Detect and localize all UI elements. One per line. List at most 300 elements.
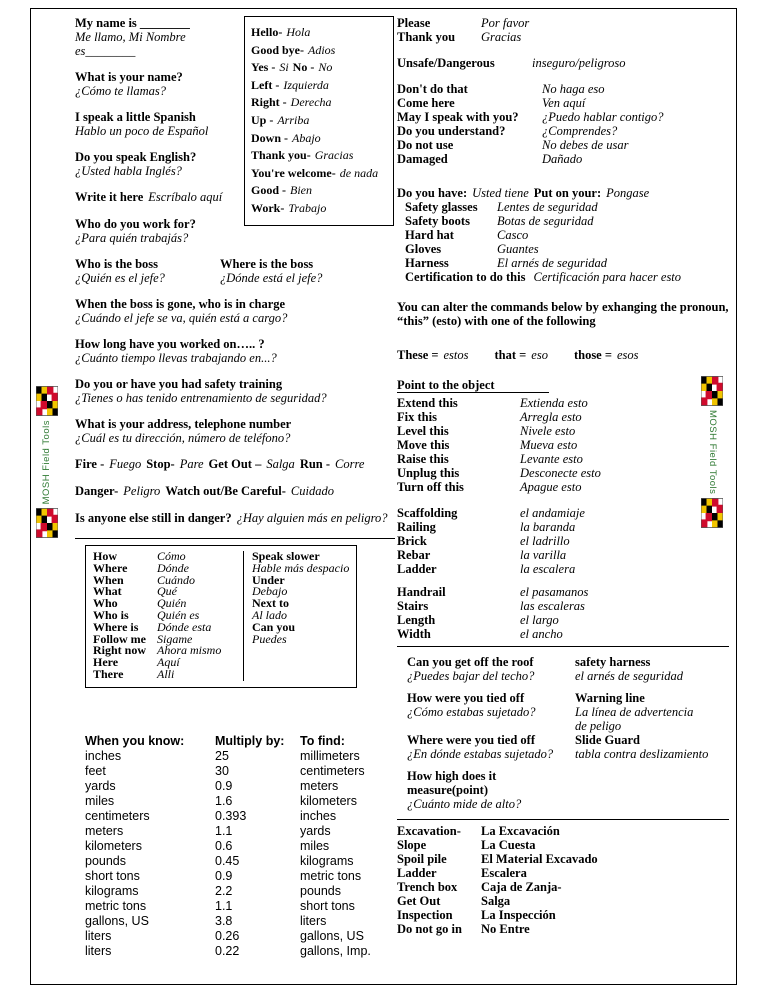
phrase-english: Gloves [405,242,442,256]
phrase-english: How long have you worked on….. ? [75,337,265,351]
word-spanish: Aquí [157,655,180,670]
phrase-spanish: Certificación para hacer esto [533,270,682,284]
phrase-row [405,242,729,256]
phrase-segment: Good - [251,183,287,198]
phrase-spanish: La Inspección [481,908,556,922]
table-row [85,764,395,779]
phrase-spanish: ¿Quién es el jefe? [75,271,165,285]
word-spanish: Sigame [157,631,193,646]
phrase-row [397,838,729,852]
phrase-english: Do you understand? [397,124,506,138]
phrase-english: Inspection [397,908,453,922]
phrase-segment: Down - [251,130,289,145]
phrase-row [397,599,729,613]
phrase-english: I speak a little Spanish [75,110,196,124]
phrase-row [397,438,729,452]
phrase-row [397,110,729,124]
materials-list-2 [397,585,729,641]
table-row [85,749,395,764]
emergency-phrases [75,457,395,525]
phrase-english: Safety glasses [405,200,478,214]
cell-to-find: yards [300,823,331,838]
word-spanish: Qué [157,584,177,599]
cell-to-find: gallons, Imp. [300,943,371,958]
phrase-left: How high does it measure(point) [407,769,497,797]
cell-multiply-by: 0.9 [215,778,233,793]
phrase-spanish: el ancho [520,627,563,641]
phrase-segment: Stop- [146,457,175,471]
phrase-english: Spoil pile [397,852,447,866]
phrase-spanish: la varilla [520,548,567,562]
phrase-spanish: La Cuesta [481,838,536,852]
phrase-row [405,200,729,214]
cell-when-you-know: gallons, US [85,913,149,928]
demonstratives-line [397,348,729,362]
phrase-row [397,466,729,480]
phrase-english: Excavation- [397,824,461,838]
cell-multiply-by: 0.9 [215,868,233,883]
table-row [85,794,395,809]
command-phrases [397,82,729,166]
phrase-segment: Usted tiene [472,186,529,200]
phrase-segment: Work- [251,200,285,215]
phrase-pair [75,70,243,98]
phrase-segment: Run - [299,457,331,471]
cell-multiply-by: 0.26 [215,928,240,943]
phrase-row [407,719,729,733]
table-row [85,824,395,839]
phrase-segment: estos [443,348,469,362]
question-words-box [85,545,357,688]
phrase-english: Do you or have you had safety training [75,377,283,391]
extra-phrase: Can you [252,619,296,634]
phrase-english: May I speak with you? [397,110,519,124]
phrase-spanish: ¿Cómo te llamas? [75,84,166,98]
phrase-row [407,733,729,747]
phrase-line [75,511,395,525]
phrase-row [397,56,729,70]
phrase-row [397,480,729,494]
phrase-english: Extend this [397,396,458,410]
phrase-right: el arnés de seguridad [575,669,683,683]
phrase-segment: eso [531,348,548,362]
phrase-segment: Put on your: [533,186,602,200]
phrase-english: Don't do that [397,82,468,96]
phrase-english: Width [397,627,431,641]
phrase-english: Do you speak English? [75,150,197,164]
phrase-row [397,96,729,110]
phrase-row [397,894,729,908]
phrase-spanish: Botas de seguridad [497,214,594,228]
cell-multiply-by: 0.6 [215,838,233,853]
phrase-english: When the boss is gone, who is in charge [75,297,286,311]
table-row [85,899,395,914]
phrase-segment: Hello- [251,25,283,39]
phrase-spanish: Dañado [542,152,583,166]
intro-phrases [75,16,243,178]
phrase-right: safety harness [575,655,651,669]
phrase-english: Come here [397,96,455,110]
phrase-row [397,506,729,520]
phrase-row [397,424,729,438]
phrase-row [405,228,729,242]
unsafe-phrase [397,56,729,70]
cell-when-you-know: pounds [85,853,127,868]
phrase-spanish: No Entre [481,922,530,936]
phrase-spanish: el andamiaje [520,506,585,520]
phrase-english: Level this [397,424,449,438]
phrase-segment: Do you have: [397,186,468,200]
phrase-english: Unsafe/Dangerous [397,56,495,70]
phrase-row [397,138,729,152]
phrase-spanish: Escalera [481,866,527,880]
maryland-flag-icon [36,386,58,416]
phrase-english: Turn off this [397,480,464,494]
phrase-spanish: Ven aquí [542,96,586,110]
phrase-spanish: El arnés de seguridad [497,256,608,270]
cell-multiply-by: 3.8 [215,913,233,928]
excavation-terms [397,824,729,936]
ppe-section [397,186,729,284]
divider [397,819,729,820]
cell-to-find: miles [300,838,330,853]
roof-group [407,769,729,811]
question-words [93,551,243,681]
phrase-english: Scaffolding [397,506,458,520]
polite-phrases [397,16,729,44]
cell-when-you-know: metric tons [85,898,147,913]
phrase-spanish: Gracias [481,30,522,44]
phrase-row [397,534,729,548]
word-english: Here [93,655,119,670]
phrase-spanish: ¿Comprendes? [542,124,618,138]
phrase-english: Trench box [397,880,458,894]
extra-phrase: Puedes [252,631,287,646]
divider [397,646,729,647]
table-body [85,749,395,959]
word-spanish: Ahora mismo [157,643,222,658]
cell-to-find: pounds [300,883,342,898]
phrase-row [407,669,729,683]
phrase-segment: Cuidado [290,484,334,498]
phrase-segment: Corre [335,457,365,471]
phrase-segment: Hola [286,25,311,39]
phrase-pair [75,417,395,445]
phrase-segment: Fuego [109,457,142,471]
phrase-english: Do not go in [397,922,462,936]
phrase-row [407,797,729,811]
phrase-left: ¿Cómo estabas sujetado? [407,705,536,719]
phrase-row [397,124,729,138]
cell-multiply-by: 0.45 [215,853,240,868]
table-row [85,914,395,929]
roof-group [407,691,729,761]
materials-list [397,506,729,576]
phrase-right: Warning line [575,691,645,705]
phrase-english: What is your name? [75,70,183,84]
phrase-row [397,866,729,880]
phrase-english: Railing [397,520,436,534]
phrase-right: de peligo [575,719,622,733]
left-column [75,16,395,959]
cell-to-find: metric tons [300,868,362,883]
point-to-object-header: Point to the object [397,378,549,393]
phrase-spanish: Desconecte esto [520,466,601,480]
table-row [85,869,395,884]
roof-section [397,651,729,816]
phrase-row [407,655,729,669]
phrase-left: ¿En dónde estabas sujetado? [407,747,554,761]
word-spanish: Quién es [157,607,200,622]
mosh-field-tools-label: MOSH Field Tools [41,420,52,505]
cell-when-you-know: yards [85,778,116,793]
phrase-segment: Derecha [290,95,332,110]
word-english: When [93,572,124,587]
phrase-english: Where is the boss [220,257,314,271]
phrase-english: Brick [397,534,427,548]
word-pair [93,666,243,681]
phrase-segment: Left - [251,77,280,92]
word-english: There [93,666,124,681]
header-when-you-know: When you know: [85,733,185,748]
phrase-line [75,484,395,498]
phrase-segment: Izquierda [283,77,329,92]
write-it-here-line [75,190,243,204]
table-row [85,944,395,959]
cell-multiply-by: 1.1 [215,898,233,913]
phrase-row [397,613,729,627]
cell-when-you-know: feet [85,763,106,778]
word-english: How [93,549,117,563]
phrase-english: Harness [405,256,449,270]
phrase-segment: Gracias [314,148,354,163]
phrase-spanish: el largo [520,613,559,627]
phrase-english: Ladder [397,866,437,880]
cell-when-you-know: kilograms [85,883,139,898]
phrase-segment: Trabajo [288,200,327,215]
phrase-english: Length [397,613,436,627]
phrase-pair [75,16,243,58]
cell-multiply-by: 30 [215,763,229,778]
phrase-spanish: Por favor [481,16,530,30]
table-row [85,854,395,869]
phrase-segment: Si [279,60,289,75]
phrase-english: Do not use [397,138,454,152]
phrase-segment: These = [397,348,439,362]
phrase-row [407,747,729,761]
cell-when-you-know: inches [85,748,122,763]
phrase-english: Ladder [397,562,437,576]
cell-to-find: short tons [300,898,355,913]
phrase-row [397,824,729,838]
word-english: Right now [93,643,147,658]
table-row [85,929,395,944]
word-spanish: Cómo [157,549,186,563]
phrase-spanish: ¿Cuándo el jefe se va, quién está a cargo? [75,311,288,325]
phrase-english: Who do you work for? [75,217,196,231]
phrase-spanish: ¿Cuánto tiempo llevas trabajando en...? [75,351,277,365]
phrase-pair [75,297,395,325]
word-english: Follow me [93,631,146,646]
extra-phrases [243,551,356,681]
more-phrases [75,297,395,445]
phrase-segment: No - [292,60,315,75]
header-multiply-by: Multiply by: [215,733,285,748]
extra-phrase: Next to [252,596,289,611]
pronoun-note: You can alter the commands below by exhanging the pronoun, “this” (esto) with one of the following [397,300,729,328]
phrase-left: How were you tied off [407,691,525,705]
phrase-segment: Get Out – [208,457,262,471]
certification-row [405,270,729,284]
phrase-row [397,452,729,466]
phrase-segment: Pongase [606,186,650,200]
phrase-segment: Abajo [292,130,321,145]
extra-phrase: Debajo [252,584,288,599]
phrase-spanish: Guantes [497,242,539,256]
table-row [85,884,395,899]
phrase-segment: Fire - [75,457,105,471]
phrase-spanish: el pasamanos [520,585,589,599]
phrase-spanish: ¿Tienes o has tenido entrenamiento de seguridad? [75,391,327,405]
word-spanish: Cuándo [157,572,196,587]
cell-to-find: millimeters [300,748,360,763]
word-english: Who [93,596,118,611]
ppe-header-line [397,186,729,200]
phrase-row [397,585,729,599]
phrase-spanish: Me llamo, Mi Nombre es________ [75,30,186,58]
cell-when-you-know: kilometers [85,838,142,853]
word-english: What [93,584,122,599]
ppe-items [405,200,729,270]
phrase-row [397,562,729,576]
cell-multiply-by: 1.1 [215,823,233,838]
phrase-pair [75,337,395,365]
phrase-pair [75,150,243,178]
phrase-row [397,152,729,166]
phrase-left: ¿Cuánto mide de alto? [407,797,522,811]
phrase-left: Where were you tied off [407,733,535,747]
phrase-left: Can you get off the roof [407,655,534,669]
cell-when-you-know: centimeters [85,808,150,823]
phrase-segment: that = [494,348,527,362]
phrase-english: Handrail [397,585,446,599]
phrase-segment: esos [616,348,639,362]
phrase-spanish: Caja de Zanja- [481,880,562,894]
cell-when-you-know: liters [85,943,112,958]
roof-group [407,655,729,683]
table-row [85,779,395,794]
phrase-segment: Write it here [75,190,144,204]
phrase-spanish: Casco [497,228,529,242]
phrase-segment: You're welcome- [251,165,336,180]
phrase-segment: Pare [179,457,204,471]
cell-multiply-by: 1.6 [215,793,233,808]
phrase-row [397,396,729,410]
phrase-spanish: Extienda esto [520,396,588,410]
phrase-spanish: ¿Cuál es tu dirección, número de teléfono? [75,431,291,445]
phrase-right: tabla contra deslizamiento [575,747,709,761]
phrase-spanish: ¿Usted habla Inglés? [75,164,182,178]
phrase-row [407,691,729,705]
phrase-spanish: la baranda [520,520,576,534]
extra-phrase: Speak slower [252,549,320,563]
cell-to-find: kilometers [300,793,357,808]
extra-phrase: Under [252,572,285,587]
cell-to-find: meters [300,778,339,793]
extra-phrase: Al lado [252,607,287,622]
phrase-spanish: Lentes de seguridad [497,200,598,214]
cell-multiply-by: 0.22 [215,943,240,958]
phrase-right: Slide Guard [575,733,640,747]
phrase-row [397,908,729,922]
phrase-english: Get Out [397,894,441,908]
phrase-segment: Salga [266,457,295,471]
phrase-segment: Up - [251,112,274,127]
phrase-english: Hard hat [405,228,454,242]
phrase-segment: Bien [290,183,313,198]
phrase-row [397,922,729,936]
phrase-row [397,82,729,96]
point-commands [397,396,729,494]
phrase-spanish: el ladrillo [520,534,570,548]
cell-to-find: kilograms [300,853,354,868]
table-header [85,734,395,749]
phrase-spanish: La Excavación [481,824,560,838]
phrase-english: Fix this [397,410,437,424]
phrase-english: Please [397,16,431,30]
phrase-left [407,719,575,733]
phrase-row [397,410,729,424]
phrase-right [575,769,729,797]
word-spanish: Dónde [157,560,189,575]
phrase-spanish: Salga [481,894,511,908]
cell-multiply-by: 2.2 [215,883,233,898]
point-header-wrap [397,378,729,396]
boss-questions [75,257,395,285]
conversion-table [85,734,395,959]
phrase-spanish: Apague esto [520,480,582,494]
word-english: Who is [93,607,129,622]
word-spanish: Quién [157,596,187,611]
cell-when-you-know: miles [85,793,115,808]
phrase-segment: Right - [251,95,287,110]
cell-to-find: inches [300,808,337,823]
phrase-pair [75,377,395,405]
phrase-row [407,705,729,719]
phrase-segment: those = [573,348,612,362]
phrase-spanish: Levante esto [520,452,583,466]
phrase-spanish: Nivele esto [520,424,576,438]
phrase-english: Move this [397,438,450,452]
phrase-spanish: ¿Puedo hablar contigo? [542,110,664,124]
phrase-row [397,16,729,30]
phrase-english: Safety boots [405,214,470,228]
phrase-english: Certification to do this [405,270,526,284]
phrase-row [397,520,729,534]
phrase-left: ¿Puedes bajar del techo? [407,669,535,683]
phrase-segment: Watch out/Be Careful- [165,484,286,498]
phrase-english: Rebar [397,548,431,562]
cell-when-you-know: meters [85,823,124,838]
phrase-english: Stairs [397,599,429,613]
word-english: Where is [93,619,139,634]
phrase-english: Who is the boss [75,257,159,271]
phrase-spanish: No haga eso [542,82,605,96]
phrase-right [575,797,729,811]
phrase-pair [75,110,243,138]
phrase-spanish: Hablo un poco de Español [75,124,209,138]
mosh-field-tools-label: MOSH Field Tools [707,410,718,495]
